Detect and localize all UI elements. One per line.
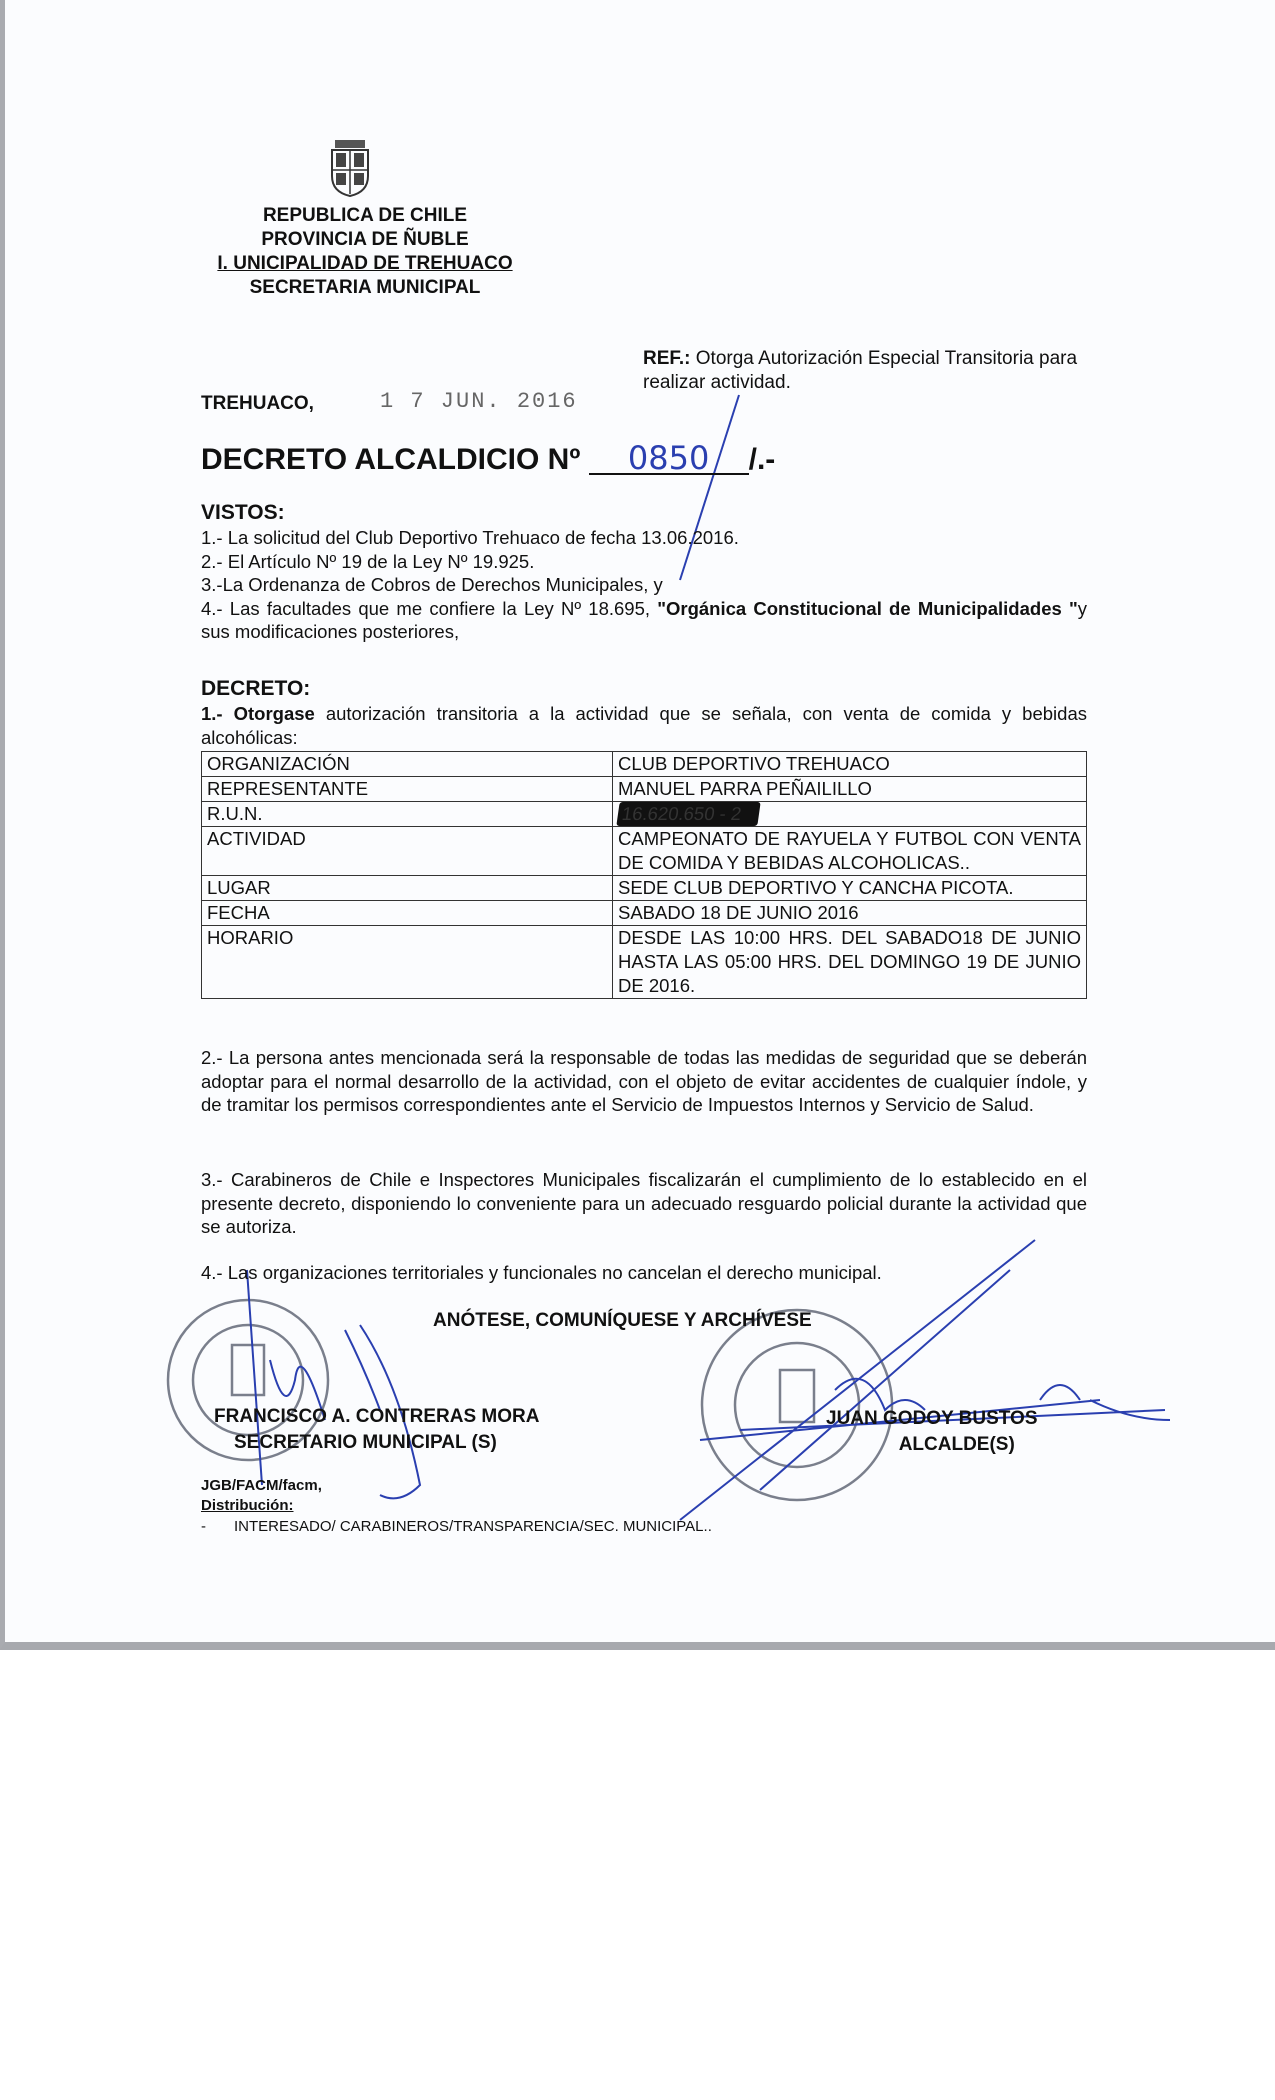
decreto-heading: DECRETO: [201, 677, 311, 700]
initials: JGB/FACM/facm, [201, 1477, 322, 1494]
distribution-item: - INTERESADO/ CARABINEROS/TRANSPARENCIA/SEC. MUNICIPAL.. [201, 1518, 712, 1535]
table-row: HORARIO DESDE LAS 10:00 HRS. DEL SABADO18 DE JUNIO HASTA LAS 05:00 HRS. DEL DOMINGO 19 DE JUNIO DE 2016. [202, 926, 1087, 999]
province-line: PROVINCIA DE ÑUBLE [261, 229, 469, 250]
country-line: REPUBLICA DE CHILE [262, 205, 468, 226]
decree-title [201, 439, 776, 477]
signer-name: JUAN GODOY BUSTOS [826, 1408, 1038, 1429]
municipality-line: I. UNICIPALIDAD DE TREHUACO [217, 253, 513, 274]
table-row: LUGAR SEDE CLUB DEPORTIVO Y CANCHA PICOTA. [202, 876, 1087, 901]
activity-table [201, 751, 1087, 999]
table-row: ACTIVIDAD CAMPEONATO DE RAYUELA Y FUTBOL CON VENTA DE COMIDA Y BEBIDAS ALCOHOLICAS.. [202, 827, 1087, 876]
signer-role: SECRETARIO MUNICIPAL (S) [234, 1432, 497, 1453]
signer-role: ALCALDE(S) [898, 1434, 1015, 1455]
decreto-paragraph-1: 1.- Otorgase autorización transitoria a la actividad que se señala, con venta de comida y bebidas alcohólicas: [201, 703, 1087, 748]
table-row: REPRESENTANTE MANUEL PARRA PEÑAILILLO [202, 777, 1087, 802]
mayor-stamp [702, 1310, 892, 1500]
vistos-item: 4.- Las facultades que me confiere la Ley Nº 18.695, "Orgánica Constitucional de Municipalidades "y sus modificaciones posteriores, [201, 597, 1087, 642]
decreto-paragraph-2: 2.- La persona antes mencionada será la responsable de todas las medidas de seguridad que se deberán adoptar para el normal desarrollo de la actividad, con el objeto de evitar accidentes de cualquier índole, y de tramitar los permisos correspondientes ante el Servicio de Impuestos Internos y Servicio de Salud. [201, 1047, 1087, 1115]
vistos-heading: VISTOS: [201, 501, 285, 524]
place: TREHUACO, [201, 393, 314, 414]
ref-label: REF.: [643, 348, 691, 369]
table-row: ORGANIZACIÓN CLUB DEPORTIVO TREHUACO [202, 752, 1087, 777]
date-stamp: 1 7 JUN. 2016 [380, 389, 578, 414]
signer-name: FRANCISCO A. CONTRERAS MORA [214, 1406, 540, 1427]
table-row: FECHA SABADO 18 DE JUNIO 2016 [202, 901, 1087, 926]
redacted-run: 16.620.650 - 2 [616, 802, 761, 826]
reference [643, 347, 1093, 394]
letterhead [200, 204, 530, 300]
signer-mayor [826, 1406, 1038, 1458]
closing-formula: ANÓTESE, COMUNÍQUESE Y ARCHÍVESE [433, 1310, 812, 1331]
decree-title-text: DECRETO ALCALDICIO Nº [201, 443, 581, 476]
ref-text: Otorga Autorización Especial Transitoria para realizar actividad. [643, 348, 1078, 393]
decree-suffix: /.- [748, 443, 776, 476]
table-row: R.U.N. 16.620.650 - 2 [202, 802, 1087, 827]
decreto-paragraph-3: 3.- Carabineros de Chile e Inspectores Municipales fiscalizarán el cumplimiento de lo establecido en el presente decreto, disponiendo lo conveniente para un adecuado resguardo policial durante la actividad que se autoriza. [201, 1169, 1087, 1237]
decreto-section [201, 676, 1087, 749]
signer-secretary [214, 1404, 539, 1456]
vistos-item: 3.-La Ordenanza de Cobros de Derechos Municipales, y [201, 574, 663, 595]
coat-of-arms-logo [332, 140, 368, 196]
department-line: SECRETARIA MUNICIPAL [249, 277, 481, 298]
footer [201, 1476, 322, 1516]
vistos-section [201, 500, 1087, 644]
decreto-paragraph-4: 4.- Las organizaciones territoriales y funcionales no cancelan el derecho municipal. [201, 1262, 882, 1283]
decree-number: 0850 [589, 443, 749, 475]
distribution-label: Distribución: [201, 1497, 294, 1514]
vistos-item: 1.- La solicitud del Club Deportivo Trehuaco de fecha 13.06.2016. [201, 527, 739, 548]
vistos-item: 2.- El Artículo Nº 19 de la Ley Nº 19.925. [201, 550, 535, 572]
